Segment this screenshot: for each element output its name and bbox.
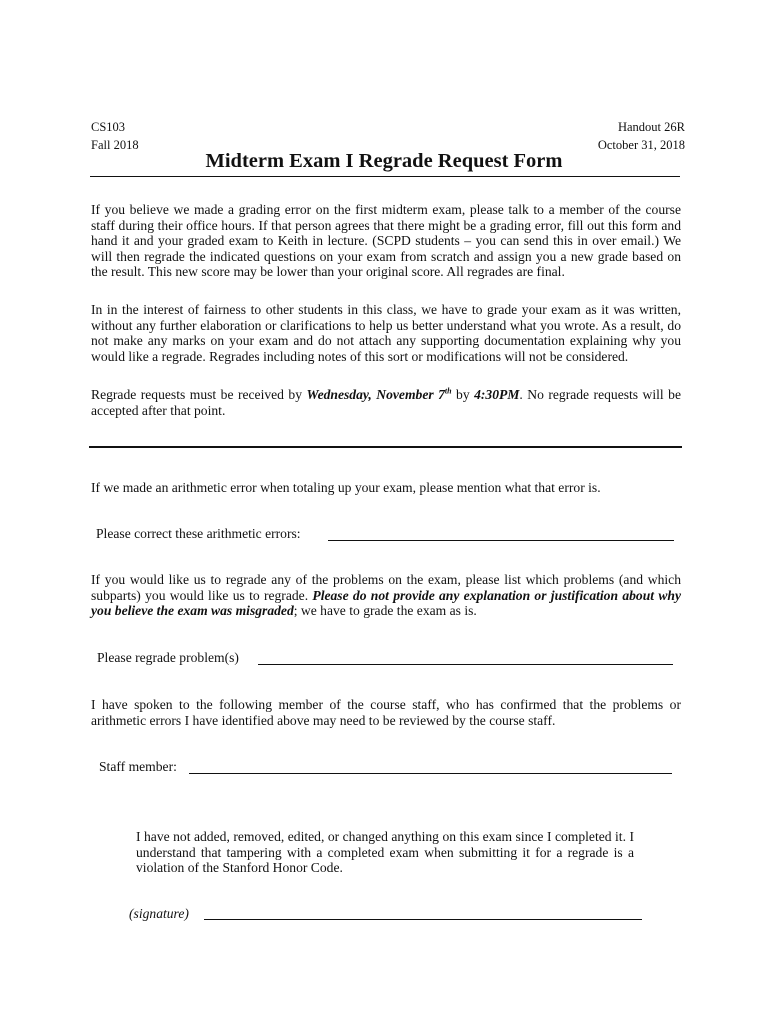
arithmetic-instruction: If we made an arithmetic error when totaling up your exam, please mention what that error is. xyxy=(91,480,601,495)
regrade-instruction-text: If you would like us to regrade any of the problems on the exam, please list which problems (and which subparts) you would like us to regrade. xyxy=(91,572,681,603)
intro-paragraph-1: If you believe we made a grading error on the first midterm exam, please talk to a member of the course staff during their office hours. If that person agrees that there might be a grading error, fill out this form and hand it and your graded exam to Keith in lecture. (SCPD students – you can send this in over email.) We will then regrade the indicated questions on your exam from scratch and assign you a new grade based on the result. This new score may be lower than your original score. All regrades are final. xyxy=(91,202,681,280)
handout-number: Handout 26R xyxy=(617,120,685,134)
regrade-instruction-emphasis: Please do not provide any explanation or justification about why you believe the exam was misgraded xyxy=(91,587,681,619)
title-underline xyxy=(90,176,680,177)
honor-code-statement: I have not added, removed, edited, or changed anything on this exam since I completed it. I understand that tampering with a completed exam when submitting it for a regrade is a violation of the Stanford Honor Code. xyxy=(136,829,634,876)
intro-paragraph-2: In in the interest of fairness to other students in this class, we have to grade your exam as it was written, without any further elaboration or clarifications to help us better understand what you wrote. As a result, do not make any marks on your exam and do not attach any supporting documentation explaining why you would like a regrade. Regrades including notes of this sort or modifications will not be considered. xyxy=(91,302,681,364)
regrade-instruction xyxy=(91,572,681,619)
deadline-by: by xyxy=(451,387,475,402)
deadline-day: Wednesday, November 7 xyxy=(306,387,445,402)
signature-label: (signature) xyxy=(129,906,189,921)
course-code: CS103 xyxy=(91,120,126,134)
deadline-text-after: . No regrade requests will be accepted after that point. xyxy=(91,387,681,418)
section-divider xyxy=(89,446,682,448)
staff-member-field[interactable] xyxy=(189,773,672,774)
page-title: Midterm Exam I Regrade Request Form xyxy=(205,150,563,172)
term: Fall 2018 xyxy=(91,138,139,152)
staff-member-label: Staff member: xyxy=(99,759,177,774)
deadline-day-suffix: th xyxy=(444,386,452,396)
arithmetic-errors-label: Please correct these arithmetic errors: xyxy=(96,526,301,541)
staff-instruction: I have spoken to the following member of the course staff, who has confirmed that the problems or arithmetic errors I have identified above may need to be reviewed by the course staff. xyxy=(91,697,681,728)
regrade-instruction-end: ; we have to grade the exam as is. xyxy=(293,603,477,619)
deadline-paragraph xyxy=(91,387,681,418)
deadline-time: 4:30PM xyxy=(474,387,520,402)
regrade-problems-label: Please regrade problem(s) xyxy=(97,650,239,665)
regrade-problems-field[interactable] xyxy=(258,664,673,665)
signature-field[interactable] xyxy=(204,919,642,920)
handout-date: October 31, 2018 xyxy=(597,138,685,152)
deadline-text-before: Regrade requests must be received by xyxy=(91,387,307,402)
arithmetic-errors-field[interactable] xyxy=(328,540,674,541)
